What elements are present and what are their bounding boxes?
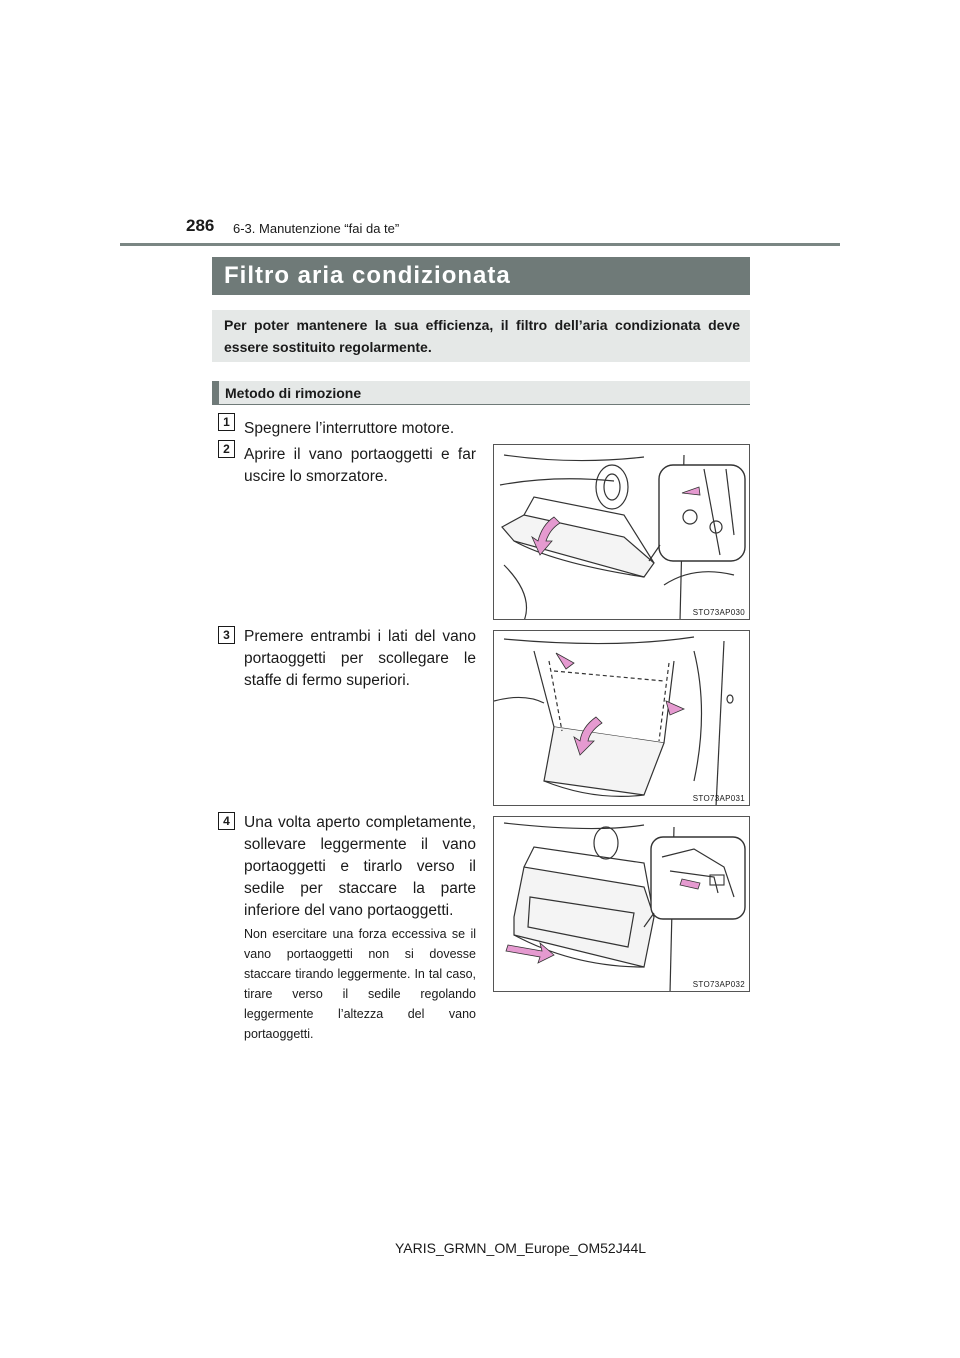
- page-number: 286: [186, 216, 215, 235]
- glovebox-removal-illustration: [494, 817, 750, 992]
- footer-document-id: YARIS_GRMN_OM_Europe_OM52J44L: [395, 1240, 647, 1256]
- figure-code: STO73AP032: [692, 980, 745, 989]
- arrow-icon: [556, 653, 574, 669]
- step-1-text: Spegnere l’interruttore motore.: [244, 420, 455, 437]
- glovebox-press-sides-illustration: [494, 631, 750, 806]
- step-3-text: Premere entrambi i lati del vano portaoggetti per scollegare le staffe di fermo superiori.: [244, 628, 476, 689]
- step-2-text: Aprire il vano portaoggetti e far uscire lo smorzatore.: [244, 446, 476, 485]
- figure-code: STO73AP030: [692, 608, 745, 617]
- figure-code: STO73AP031: [692, 794, 745, 803]
- step-4-text: Una volta aperto completamente, sollevare leggermente il vano portaoggetti e tirarlo verso il sedile per staccare la parte inferiore del vano portaoggetti.: [244, 814, 476, 919]
- step-3-badge: 3: [218, 626, 235, 644]
- section-reference: 6-3. Manutenzione “fai da te”: [233, 221, 400, 236]
- page-title: Filtro aria condizionata: [224, 262, 511, 289]
- arrow-icon: [506, 943, 554, 963]
- intro-text: Per poter mantenere la sua efficienza, il filtro dell’aria condizionata deve essere sostituito regolarmente.: [224, 317, 740, 355]
- glovebox-open-illustration: [494, 445, 750, 620]
- arrow-icon: [666, 701, 684, 715]
- figure-step-2: [493, 444, 750, 620]
- header-divider: [120, 243, 840, 246]
- step-1-badge: 1: [218, 413, 235, 431]
- subsection-title: Metodo di rimozione: [225, 385, 362, 401]
- figure-step-3: [493, 630, 750, 806]
- step-4-badge: 4: [218, 812, 235, 830]
- figure-step-4: [493, 816, 750, 992]
- step-4-note: Non esercitare una forza eccessiva se il vano portaoggetti non si dovesse staccare tirando leggermente. In tal caso, tirare verso il sedile regolando leggermente l’altezza del vano portaoggetti.: [244, 927, 476, 1041]
- step-2-badge: 2: [218, 440, 235, 458]
